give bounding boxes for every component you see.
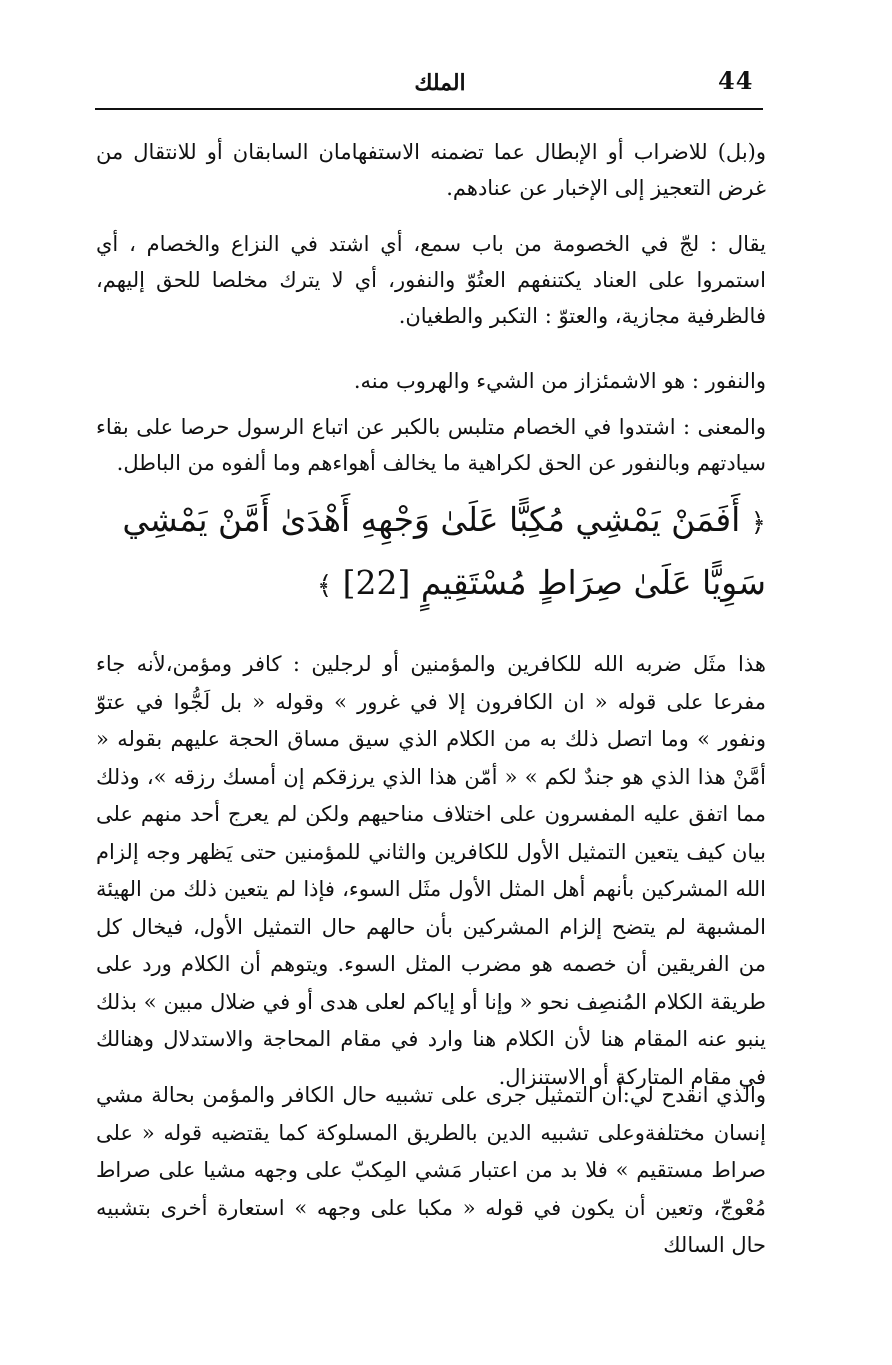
running-title: الملك — [414, 70, 466, 96]
verse-open-ornament: ﴿ — [750, 508, 766, 538]
paragraph-meaning: والمعنى : اشتدوا في الخصام متلبس بالكبر عن اتباع الرسول حرصا على بقاء سيادتهم وبالنفور عن الحق لكراهية ما يخالف أهواءهم وما ألفوه من الباطل. — [96, 415, 766, 475]
verse-number: [22] — [342, 563, 411, 602]
paragraph-parable-commentary: هذا مثَل ضربه الله للكافرين والمؤمنين أو لرجلين : كافر ومؤمن،لأنه جاء مفرعا على قوله « ان الكافرون إلا في غرور » وقوله « بل لَجُّوا في عتوّ ونفور » وما اتصل ذلك به من الكلام الذي سيق مساق الحجة عليهم بقوله « أمَّنْ هذا الذي هو جندٌ لكم » « أمّن هذا الذي يرزقكم إن أمسك رزقه »، وذلك مما اتفق عليه المفسرون على اختلاف مناحيهم ولكن لم يعرج أحد منهم على بيان كيف يتعين التمثيل الأول للكافرين والثاني للمؤمنين حتى يَظهر وجه إلزام الله المشركين بأنهم أهل المثل الأول مثَل السوء، فإذا لم يتعين ذلك من الهيئة المشبهة لم يتضح إلزام المشركين بأن حالهم حال التمثيل الأول، فيخال كل من الفريقين أن خصمه هو مضرب المثل السوء. ويتوهم أن الكلام ورد على طريقة الكلام المُنصِف نحو « وإنا أو إياكم لعلى هدى أو في ضلال مبين » بذلك ينبو عنه المقام هنا لأن الكلام هنا وارد في مقام المحاجة والاستدلال وهنالك في مقام المتاركة أو الاستنزال. — [96, 652, 766, 1089]
paragraph-bal-explanation: و(بل) للاضراب أو الإبطال عما تضمنه الاستفهامان السابقان أو للانتقال من غرض التعجيز إلى الإخبار عن عنادهم. — [96, 140, 766, 200]
quran-verse — [96, 490, 766, 616]
verse-text: أَفَمَنْ يَمْشِي مُكِبًّا عَلَىٰ وَجْهِهِ أَهْدَىٰ أَمَّنْ يَمْشِي سَوِيًّا عَلَىٰ صِرَاطٍ مُسْتَقِيمٍ — [122, 500, 766, 602]
page-number: 44 — [718, 66, 754, 95]
paragraph-lajja-definition: يقال : لجّ في الخصومة من باب سمع، أي اشتد في النزاع والخصام ، أي استمروا على العناد يكتنفهم العتُوّ والنفور، أي لا يترك مخلصا للحق إليهم، فالظرفية مجازية، والعتوّ : التكبر والطغيان. — [96, 232, 766, 328]
paragraph-nufur-definition: والنفور : هو الاشمئزاز من الشيء والهروب منه. — [353, 369, 766, 393]
header-rule — [95, 108, 763, 110]
verse-close-ornament: ﴾ — [316, 571, 333, 601]
paragraph-author-interpretation: والذي انقدح لي:أن التمثيل جرى على تشبيه حال الكافر والمؤمن بحالة مشي إنسان مختلفةوعلى تشبيه الدين بالطريق المسلوكة كما يقتضيه قوله « على صراط مستقيم » فلا بد من اعتبار مَشي المِكبّ على وجهه مشيا على صراط مُعْوجّ، وتعين أن يكون في قوله « مكبا على وجهه » استعارة أخرى بتشبيه حال السالك — [96, 1083, 766, 1257]
